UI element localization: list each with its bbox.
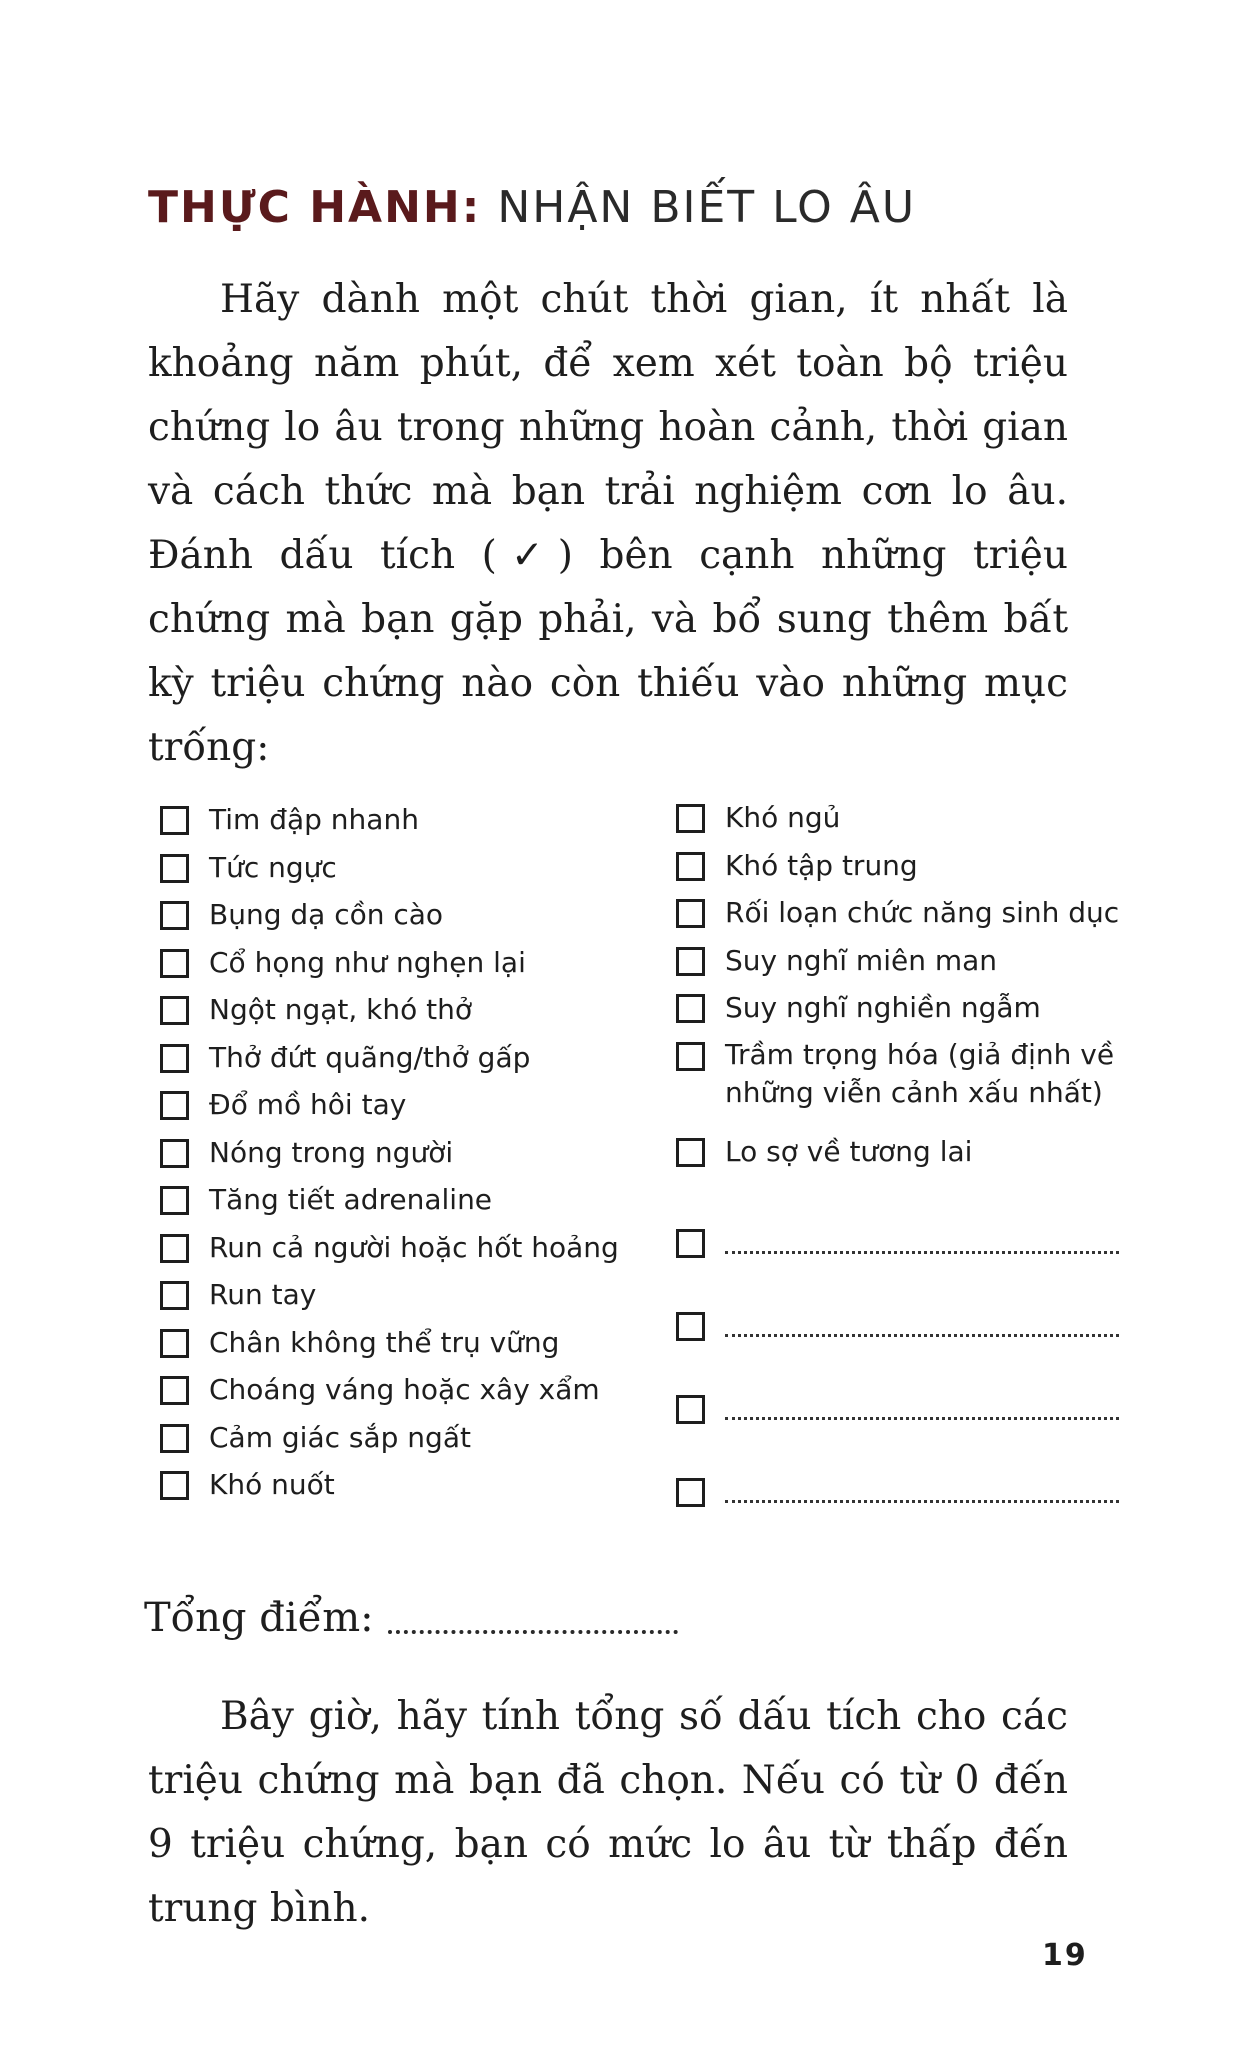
symptom-label: Tức ngực xyxy=(209,850,337,884)
symptom-label: Suy nghĩ nghiền ngẫm xyxy=(725,991,1041,1024)
checkbox[interactable] xyxy=(160,1471,189,1500)
symptom-item[interactable] xyxy=(160,1085,660,1133)
blank-symptom-item[interactable] xyxy=(676,1345,1136,1428)
symptom-item[interactable] xyxy=(160,1038,660,1086)
symptom-item[interactable] xyxy=(676,1036,1136,1132)
symptom-item[interactable] xyxy=(160,943,660,991)
checkbox[interactable] xyxy=(676,1042,705,1071)
checkbox[interactable] xyxy=(676,899,705,928)
checkbox[interactable] xyxy=(160,1234,189,1263)
symptom-item[interactable] xyxy=(160,1323,660,1371)
total-score-blank[interactable] xyxy=(388,1630,678,1634)
symptom-label: Tim đập nhanh xyxy=(209,803,419,836)
checkbox[interactable] xyxy=(160,854,189,883)
symptom-item[interactable] xyxy=(160,1465,660,1513)
symptom-label: Run tay xyxy=(209,1278,317,1311)
symptom-label: Ngột ngạt, khó thở xyxy=(209,993,473,1026)
checkbox[interactable] xyxy=(160,1281,189,1310)
symptom-item[interactable] xyxy=(676,941,1136,989)
symptom-label: Suy nghĩ miên man xyxy=(725,943,998,977)
symptom-item[interactable] xyxy=(160,848,660,896)
checkbox[interactable] xyxy=(160,1139,189,1168)
symptom-item[interactable] xyxy=(676,846,1136,894)
symptom-item[interactable] xyxy=(676,988,1136,1036)
symptom-list-right xyxy=(676,798,1136,1511)
checkbox[interactable] xyxy=(676,994,705,1023)
symptom-item[interactable] xyxy=(160,1370,660,1418)
symptom-label: Cổ họng như nghẹn lại xyxy=(209,945,526,979)
checkbox[interactable] xyxy=(160,1424,189,1453)
checkbox[interactable] xyxy=(676,1395,705,1424)
symptom-item[interactable] xyxy=(676,1132,1136,1180)
checkbox[interactable] xyxy=(676,947,705,976)
heading-prefix: THỰC HÀNH: xyxy=(148,182,482,233)
blank-write-in-line[interactable] xyxy=(725,1500,1119,1503)
blank-write-in-line[interactable] xyxy=(725,1251,1119,1254)
symptom-label: Khó ngủ xyxy=(725,801,841,834)
symptom-label: Thở đứt quãng/thở gấp xyxy=(209,1040,531,1074)
symptom-item[interactable] xyxy=(160,1418,660,1466)
symptom-label: Rối loạn chức năng sinh dục xyxy=(725,896,1120,929)
total-score-label: Tổng điểm: xyxy=(144,1595,374,1641)
blank-write-in-line[interactable] xyxy=(725,1417,1119,1420)
checkbox[interactable] xyxy=(676,804,705,833)
checkbox[interactable] xyxy=(160,806,189,835)
symptom-item[interactable] xyxy=(160,1180,660,1228)
blank-symptom-item[interactable] xyxy=(676,1262,1136,1345)
checkbox[interactable] xyxy=(676,1312,705,1341)
symptom-label: Tăng tiết adrenaline xyxy=(209,1183,493,1216)
checkbox[interactable] xyxy=(160,949,189,978)
checkbox[interactable] xyxy=(160,1186,189,1215)
symptom-label: Chân không thể trụ vững xyxy=(209,1325,560,1359)
symptom-item[interactable] xyxy=(160,1133,660,1181)
blank-write-in-line[interactable] xyxy=(725,1334,1119,1337)
symptom-item[interactable] xyxy=(160,800,660,848)
checkbox[interactable] xyxy=(676,1138,705,1167)
checkbox[interactable] xyxy=(160,996,189,1025)
checkbox[interactable] xyxy=(160,1329,189,1358)
symptom-label: Run cả người hoặc hốt hoảng xyxy=(209,1230,619,1264)
symptom-item[interactable] xyxy=(160,895,660,943)
symptom-item[interactable] xyxy=(160,1275,660,1323)
checkbox[interactable] xyxy=(160,1091,189,1120)
symptom-label: Khó nuốt xyxy=(209,1468,335,1501)
symptom-label: Lo sợ về tương lai xyxy=(725,1134,973,1168)
checkbox[interactable] xyxy=(160,901,189,930)
symptom-label: Khó tập trung xyxy=(725,848,918,882)
blank-symptom-item[interactable] xyxy=(676,1428,1136,1511)
heading-title: NHẬN BIẾT LO ÂU xyxy=(497,182,917,233)
checkbox[interactable] xyxy=(160,1376,189,1405)
symptom-list-left xyxy=(160,800,660,1513)
checkbox[interactable] xyxy=(676,1229,705,1258)
total-score xyxy=(144,1590,678,1646)
section-heading xyxy=(148,180,916,236)
checkbox[interactable] xyxy=(676,1478,705,1507)
symptom-label: Đổ mồ hôi tay xyxy=(209,1088,407,1121)
blank-symptom-item[interactable] xyxy=(676,1179,1136,1262)
symptom-label: Trầm trọng hóa (giả định về những viễn cảnh xấu nhất) xyxy=(725,1037,1115,1109)
symptom-label: Cảm giác sắp ngất xyxy=(209,1420,471,1454)
outro-paragraph: Bây giờ, hãy tính tổng số dấu tích cho các triệu chứng mà bạn đã chọn. Nếu có từ 0 đến 9 triệu chứng, bạn có mức lo âu từ thấp đến trung bình. xyxy=(148,1694,1068,1931)
symptom-label: Choáng váng hoặc xây xẩm xyxy=(209,1373,600,1406)
symptom-item[interactable] xyxy=(676,798,1136,846)
intro-paragraph: Hãy dành một chút thời gian, ít nhất là khoảng năm phút, để xem xét toàn bộ triệu chứng lo âu trong những hoàn cảnh, thời gian và cách thức mà bạn trải nghiệm cơn lo âu. Đánh dấu tích (✓) bên cạnh những triệu chứng mà bạn gặp phải, và bổ sung thêm bất kỳ triệu chứng nào còn thiếu vào những mục trống: xyxy=(148,277,1068,770)
page-number: 19 xyxy=(1042,1938,1088,1973)
symptom-item[interactable] xyxy=(160,1228,660,1276)
symptom-item[interactable] xyxy=(160,990,660,1038)
symptom-label: Bụng dạ cồn cào xyxy=(209,898,444,931)
checkbox[interactable] xyxy=(160,1044,189,1073)
checkbox[interactable] xyxy=(676,852,705,881)
symptom-label: Nóng trong người xyxy=(209,1135,454,1169)
symptom-item[interactable] xyxy=(676,893,1136,941)
